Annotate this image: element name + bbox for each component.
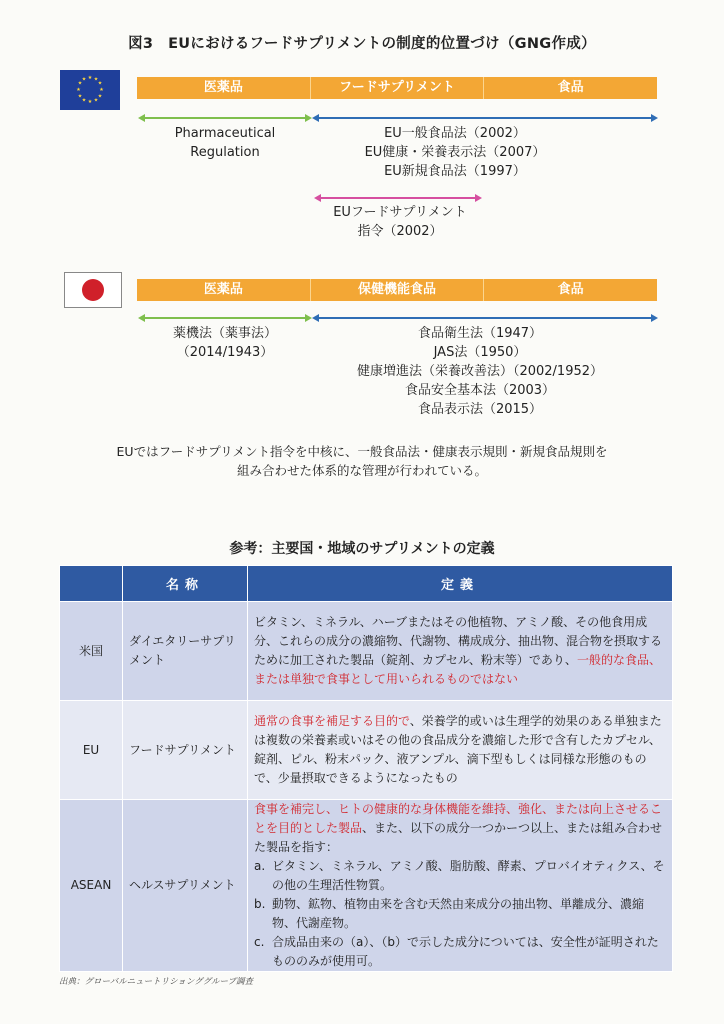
jp-pharma-arrow bbox=[138, 314, 312, 322]
definition-table bbox=[59, 565, 673, 972]
svg-text:★: ★ bbox=[76, 87, 81, 93]
jp-food-arrow bbox=[312, 314, 658, 322]
row-name: フードサプリメント bbox=[123, 701, 248, 800]
summary-note: EUではフードサプリメント指令を中核に、一般食品法・健康表示規則・新規食品規則を 組み合わせた体系的な管理が行われている。 bbox=[116, 444, 608, 478]
row-definition: ビタミン、ミネラル、ハーブまたはその他植物、アミノ酸、その他食用成分、これらの成分の濃縮物、代謝物、構成成分、抽出物、混合物を摂取するために加工された製品（錠剤、カプセル、粉末等）であり、一般的な食品、または単独で食事として用いられるものではない bbox=[248, 602, 673, 701]
svg-text:★: ★ bbox=[77, 80, 83, 87]
row-definition: 食事を補完し、ヒトの健康的な身体機能を維持、強化、または向上させることを目的とした製品、また、以下の成分一つかーつ以上、または組み合わせた製品を指す： a. ビタミン、ミネラル、アミノ酸、脂肪酸、酵素、プロバイオティクス、その他の生理活性物質。 b. 動物、鉱物、植物由来を含む天然由来成分の抽出物、単離成分、濃縮物、代謝産物。 c. 合成品由来の（a）、（b）で示した成分については、安全性が証明されたもののみが使用可。 bbox=[248, 800, 673, 972]
svg-text:★: ★ bbox=[87, 75, 93, 81]
eu-food-laws: EU一般食品法（2002） EU健康・栄養表示法（2007） EU新規食品法（1997） bbox=[364, 126, 546, 179]
jp-bar-pharma: 医薬品 bbox=[137, 279, 311, 301]
row-region: ASEAN bbox=[60, 800, 123, 972]
eu-bar-supplement: フードサプリメント bbox=[311, 77, 485, 99]
list-item: c. 合成品由来の（a）、（b）で示した成分については、安全性が証明されたもののみが使用可。 bbox=[254, 935, 659, 968]
eu-pharma-law: Pharmaceutical Regulation bbox=[174, 126, 276, 160]
jp-food-laws: 食品衛生法（1947） JAS法（1950） 健康増進法（栄養改善法）（2002/1952） 食品安全基本法（2003） 食品表示法（2015） bbox=[356, 326, 604, 417]
row-region: 米国 bbox=[60, 602, 123, 701]
header-name: 名称 bbox=[123, 566, 248, 602]
table-title: 参考：主要国・地域のサプリメントの定義 bbox=[229, 541, 495, 557]
table-row bbox=[60, 701, 673, 800]
table-row bbox=[60, 602, 673, 701]
table-header-row bbox=[60, 566, 673, 602]
row-name: ヘルスサプリメント bbox=[123, 800, 248, 972]
svg-text:★: ★ bbox=[97, 80, 103, 87]
eu-directive: EUフードサプリメント 指令（2002） bbox=[333, 205, 467, 239]
svg-text:★: ★ bbox=[77, 93, 83, 100]
eu-bar-pharma: 医薬品 bbox=[137, 77, 311, 99]
svg-text:★: ★ bbox=[99, 87, 104, 93]
svg-text:★: ★ bbox=[97, 93, 103, 100]
jp-category-bar bbox=[137, 279, 657, 301]
list-item: b. 動物、鉱物、植物由来を含む天然由来成分の抽出物、単離成分、濃縮物、代謝産物。 bbox=[254, 897, 645, 930]
eu-pharma-arrow bbox=[138, 114, 312, 122]
eu-flag-icon bbox=[60, 70, 120, 110]
japan-flag-icon bbox=[64, 272, 122, 308]
row-region: EU bbox=[60, 701, 123, 800]
svg-text:★: ★ bbox=[87, 99, 93, 105]
eu-food-arrow bbox=[312, 114, 658, 122]
header-definition: 定義 bbox=[248, 566, 673, 602]
table-row bbox=[60, 800, 673, 972]
jp-pharma-law: 薬機法（薬事法） （2014/1943） bbox=[172, 326, 277, 360]
jp-bar-fosdu: 保健機能食品 bbox=[311, 279, 485, 301]
svg-text:★: ★ bbox=[81, 97, 87, 104]
row-name: ダイエタリーサプリメント bbox=[123, 602, 248, 701]
svg-text:★: ★ bbox=[81, 76, 87, 83]
jp-bar-food: 食品 bbox=[557, 282, 584, 297]
svg-text:★: ★ bbox=[93, 76, 99, 83]
svg-text:★: ★ bbox=[93, 97, 99, 104]
jp-arrows bbox=[130, 312, 670, 324]
row-definition: 通常の食事を補足する目的で、栄養学的或いは生理学的効果のある単独または複数の栄養素或いはその他の食品成分を濃縮した形で含有したカプセル、錠剤、ピル、粉末パック、液アンプル、滴下型もしくは同様な形態のもので、少量摂取できるようになったもの bbox=[248, 701, 673, 800]
list-item: a. ビタミン、ミネラル、アミノ酸、脂肪酸、酵素、プロバイオティクス、その他の生理活性物質。 bbox=[254, 859, 665, 892]
eu-bar-food: 食品 bbox=[557, 80, 584, 95]
header-region bbox=[60, 566, 123, 602]
eu-arrows bbox=[130, 112, 670, 124]
eu-category-bar bbox=[137, 77, 657, 99]
source-note: 出典：グローバルニュートリションググループ調査 bbox=[59, 977, 254, 987]
figure-title: 図3 EUにおけるフードサプリメントの制度的位置づけ（GNG作成） bbox=[128, 36, 596, 52]
